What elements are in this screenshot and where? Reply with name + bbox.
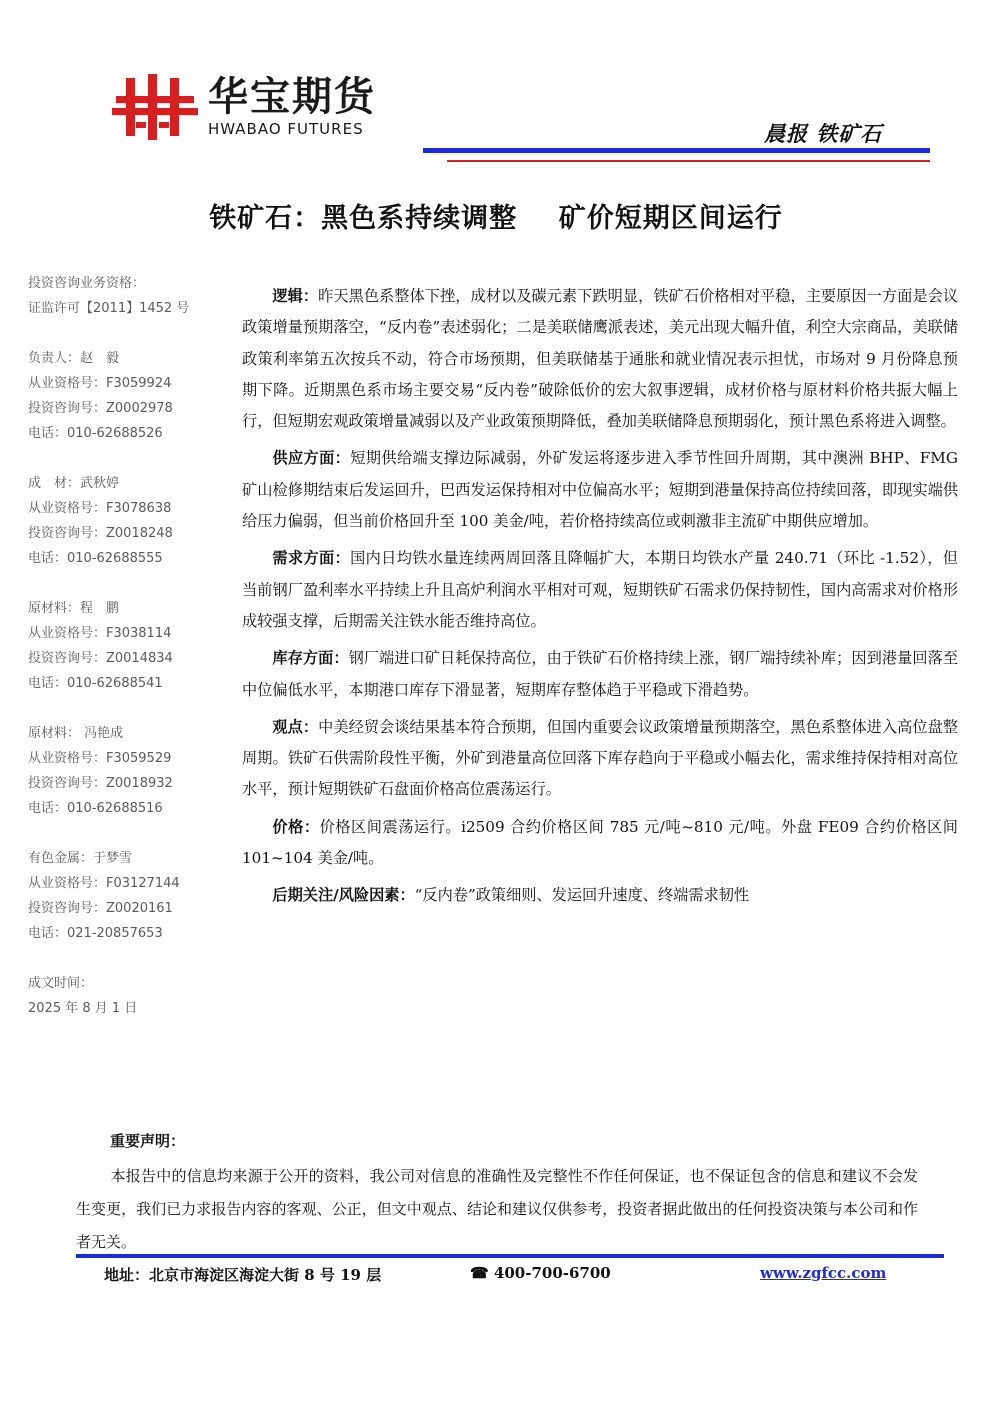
sidebar-line: 电话：010-62688555 <box>28 551 163 566</box>
report-type-tag: 晨报 铁矿石 <box>764 121 883 146</box>
paragraph-text: 短期供给端支撑边际减弱，外矿发运将逐步进入季节性回升周期，其中澳洲 BHP、FMG 矿山检修期结束后发运回升，巴西发运保持相对中位偏高水平；短期到港量保持高位持续回落，即现实端供给压力偏弱，但当前价格回升至 100 美金/吨，若价格持续高位或刺激非主流矿中期供应增加。 <box>242 449 958 531</box>
sidebar-line: 原材料： 冯艳成 <box>28 726 124 741</box>
sidebar-spacer <box>28 821 228 846</box>
sidebar-line: 投资咨询业务资格： <box>28 276 146 291</box>
sidebar-spacer <box>28 946 228 971</box>
sidebar-spacer <box>28 571 228 596</box>
paragraph-text: 中美经贸会谈结果基本符合预期，但国内重要会议政策增量预期落空，黑色系整体进入高位盘整周期。铁矿石供需阶段性平衡，外矿到港量高位回落下库存趋向于平稳或小幅去化，需求维持保持相对高位水平，预计短期铁矿石盘面价格高位震荡运行。 <box>242 717 959 799</box>
logo-chinese-name: 华宝期货 <box>208 74 376 120</box>
body-paragraph <box>242 443 958 537</box>
paragraph-label: 供应方面： <box>272 449 351 468</box>
sidebar-line: 成文时间： <box>28 976 94 991</box>
sidebar-line: 从业资格号：F3059924 <box>28 376 172 391</box>
sidebar-line: 有色金属：于梦雪 <box>28 851 133 866</box>
sidebar-line: 原材料：程 鹏 <box>28 601 120 616</box>
sidebar-line: 成 材：武秋婷 <box>28 476 120 491</box>
body-paragraph <box>242 880 958 911</box>
sidebar-line: 电话：010-62688526 <box>28 426 163 441</box>
sidebar-line: 投资咨询号：Z0018932 <box>28 776 173 791</box>
sidebar-line: 投资咨询号：Z0020161 <box>28 901 173 916</box>
sidebar-line: 从业资格号：F3059529 <box>28 751 172 766</box>
paragraph-text: 国内日均铁水量连续两周回落且降幅扩大，本期日均铁水产量 240.71（环比 -1.52），但当前钢厂盈利率水平持续上升且高炉利润水平相对可观，短期铁矿石需求仍保持韧性，国内高需求对价格形成较强支撑，后期需关注铁水能否维持高位。 <box>242 549 958 630</box>
body-paragraph <box>242 643 958 706</box>
body-paragraph <box>242 812 958 875</box>
header-divider-red <box>447 160 930 162</box>
sidebar-line: 电话：010-62688516 <box>28 801 163 816</box>
footer-website-link[interactable]: www.zgfcc.com <box>760 1264 887 1282</box>
paragraph-text: 昨天黑色系整体下挫，成材以及碳元素下跌明显，铁矿石价格相对平稳，主要原因一方面是会议政策增量预期落空，“反内卷”表述弱化；二是美联储鹰派表述，美元出现大幅升值，利空大宗商品，美联储政策利率第五次按兵不动，符合市场预期，但美联储基于通胀和就业情况表示担忧，市场对 9 月份降息预期下降。近期黑色系市场主要交易“反内卷”破除低价的宏大叙事逻辑，成材价格与原材料价格共振大幅上行，但短期宏观政策增量减弱以及产业政策预期降低，叠加美联储降息预期弱化，预计黑色系将进入调整。 <box>242 287 959 431</box>
sidebar-line: 证监许可【2011】1452 号 <box>28 301 190 316</box>
sidebar-line: 从业资格号：F3038114 <box>28 626 172 641</box>
header-divider-blue <box>423 148 930 153</box>
phone-icon: ☎ <box>470 1264 489 1282</box>
report-body <box>242 281 958 918</box>
paragraph-text: “反内卷”政策细则、发运回升速度、终端需求韧性 <box>414 886 750 905</box>
paragraph-label: 价格： <box>272 817 320 836</box>
logo-english-name: HWABAO FUTURES <box>208 120 364 138</box>
sidebar-line: 投资咨询号：Z0014834 <box>28 651 173 666</box>
sidebar-line: 从业资格号：F3078638 <box>28 501 172 516</box>
analyst-sidebar <box>28 271 228 1021</box>
body-paragraph <box>242 712 958 806</box>
footer-address: 地址：北京市海淀区海淀大街 8 号 19 层 <box>104 1266 382 1284</box>
disclaimer-title: 重要声明： <box>110 1132 186 1150</box>
footer-phone-number: 400-700-6700 <box>493 1264 611 1282</box>
sidebar-line: 投资咨询号：Z0018248 <box>28 526 173 541</box>
paragraph-label: 观点： <box>272 717 319 736</box>
company-logo <box>112 74 412 144</box>
hwabao-logo-icon <box>112 74 198 140</box>
sidebar-spacer <box>28 446 228 471</box>
body-paragraph <box>242 543 958 637</box>
disclaimer-text: 本报告中的信息均来源于公开的资料，我公司对信息的准确性及完整性不作任何保证，也不保证包含的信息和建议不会发生变更，我们已力求报告内容的客观、公正，但文中观点、结论和建议仅供参考，投资者据此做出的任何投资决策与本公司和作者无关。 <box>76 1167 918 1251</box>
paragraph-label: 库存方面： <box>272 649 349 668</box>
body-paragraph <box>242 281 958 437</box>
sidebar-line: 电话：010-62688541 <box>28 676 163 691</box>
footer-divider <box>76 1254 944 1258</box>
sidebar-spacer <box>28 321 228 346</box>
paragraph-label: 后期关注/风险因素： <box>272 886 415 905</box>
document-title: 铁矿石：黑色系持续调整 矿价短期区间运行 <box>209 203 783 234</box>
paragraph-text: 价格区间震荡运行。i2509 合约价格区间 785 元/吨~810 元/吨。外盘 FE09 合约价格区间 101~104 美金/吨。 <box>242 817 958 868</box>
sidebar-line: 投资咨询号：Z0002978 <box>28 401 173 416</box>
paragraph-label: 需求方面： <box>272 549 351 568</box>
sidebar-line: 2025 年 8 月 1 日 <box>28 1001 138 1016</box>
sidebar-line: 电话：021-20857653 <box>28 926 163 941</box>
paragraph-text: 钢厂端进口矿日耗保持高位，由于铁矿石价格持续上涨，钢厂端持续补库；因到港量回落至中位偏低水平，本期港口库存下滑显著，短期库存整体趋于平稳或下滑趋势。 <box>242 649 959 699</box>
sidebar-line: 负责人：赵 毅 <box>28 351 120 366</box>
sidebar-line: 从业资格号：F03127144 <box>28 876 180 891</box>
sidebar-spacer <box>28 696 228 721</box>
footer-phone <box>470 1264 611 1282</box>
paragraph-label: 逻辑： <box>272 287 319 305</box>
